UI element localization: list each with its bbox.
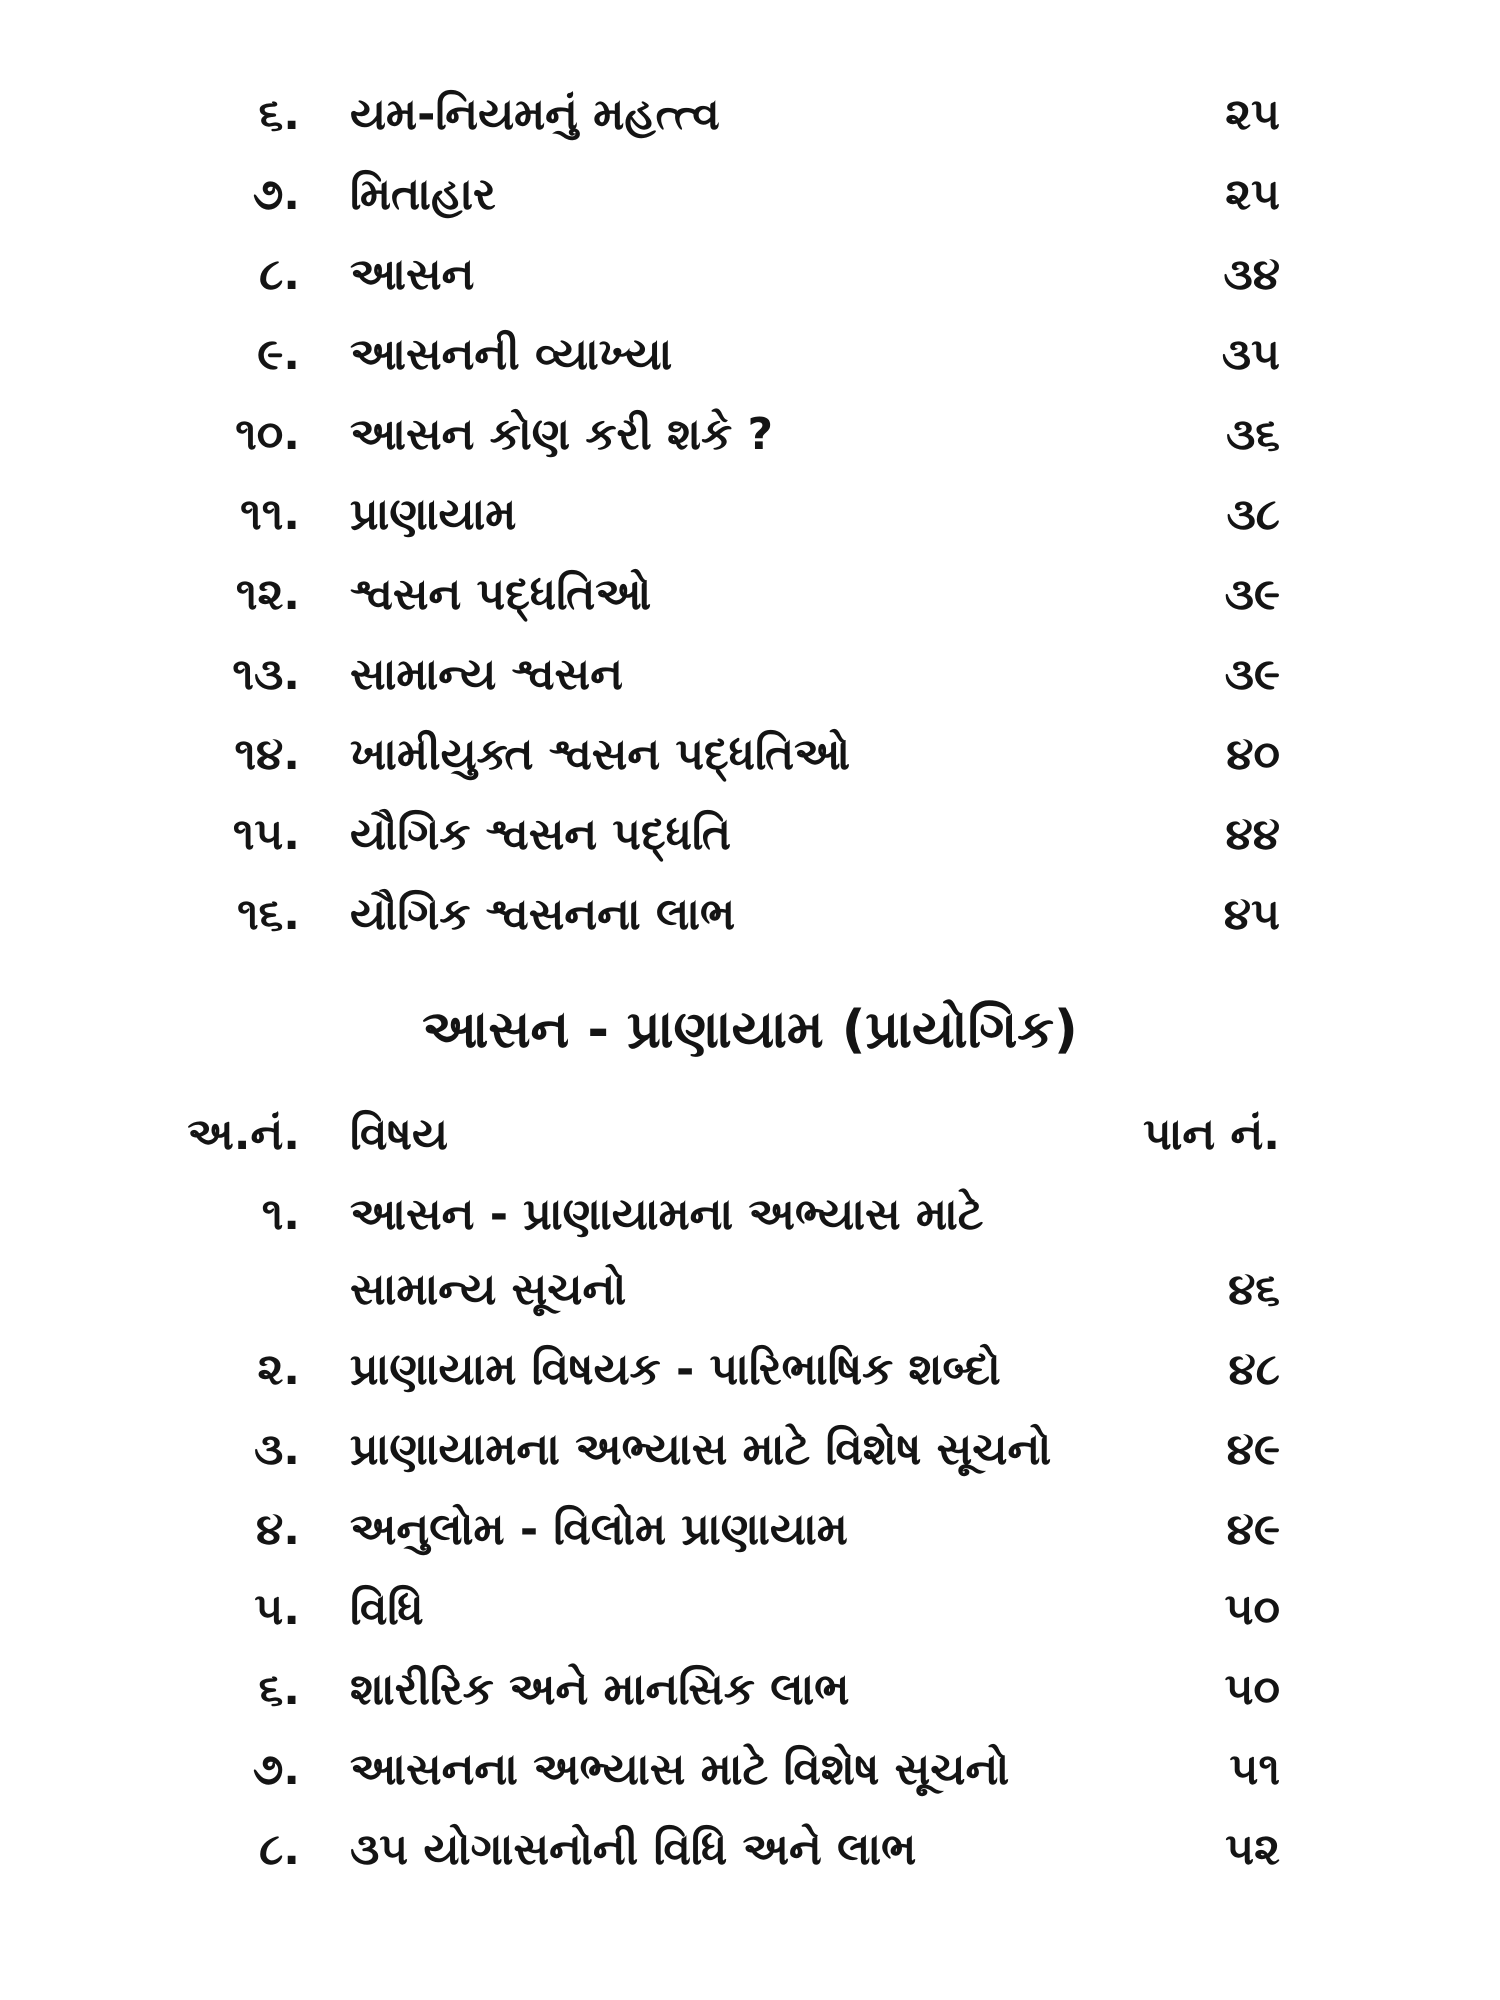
toc-entry — [0, 1340, 1500, 1400]
entry-page: ૨૫ — [1225, 169, 1280, 220]
entry-number: ૪. — [256, 1504, 300, 1555]
toc-entry — [0, 405, 1500, 465]
toc-entry — [0, 245, 1500, 305]
column-header-page: પાન નં. — [1143, 1109, 1280, 1160]
entry-page: ૪૯ — [1226, 1424, 1280, 1475]
entry-page: ૫૧ — [1229, 1744, 1280, 1795]
entry-page: ૩૯ — [1224, 569, 1280, 620]
entry-number: ૧. — [261, 1189, 300, 1240]
entry-number: ૮. — [259, 1824, 300, 1875]
entry-title: પ્રાણાયામ વિષયક - પારિભાષિક શબ્દો — [350, 1344, 1001, 1395]
toc-entry — [0, 645, 1500, 705]
toc-entry — [0, 1185, 1500, 1245]
entry-title: આસન કોણ કરી શકે ? — [350, 409, 774, 460]
toc-entry — [0, 165, 1500, 225]
entry-page: ૩૮ — [1226, 489, 1280, 540]
entry-number: ૯. — [257, 329, 300, 380]
toc-entry — [0, 1820, 1500, 1880]
entry-title: મિતાહાર — [350, 169, 496, 220]
entry-number: ૧૧. — [240, 489, 300, 540]
entry-number: ૭. — [252, 169, 300, 220]
entry-page: ૩૫ — [1221, 329, 1280, 380]
toc-entry-continuation — [0, 1260, 1500, 1320]
toc-entry — [0, 1500, 1500, 1560]
toc-entry — [0, 1660, 1500, 1720]
entry-number: ૮. — [259, 249, 300, 300]
entry-number: ૧૪. — [234, 729, 300, 780]
entry-page: ૪૪ — [1225, 809, 1280, 860]
entry-title: સામાન્ય શ્વસન — [350, 649, 623, 700]
entry-number: ૧૦. — [235, 409, 300, 460]
entry-page: ૩૯ — [1224, 649, 1280, 700]
entry-title: ખામીયુક્ત શ્વસન પદ્ધતિઓ — [350, 729, 851, 780]
entry-title: વિધિ — [350, 1584, 424, 1635]
toc-entry — [0, 725, 1500, 785]
section-heading: આસન - પ્રાણાયામ (પ્રાયોગિક) — [422, 1000, 1078, 1060]
entry-number: ૧૬. — [237, 889, 300, 940]
entry-page: ૪૫ — [1223, 889, 1280, 940]
entry-page: ૫૨ — [1225, 1824, 1280, 1875]
entry-title: યમ-નિયમનું મહત્ત્વ — [350, 89, 720, 140]
entry-page: ૫૦ — [1224, 1584, 1280, 1635]
entry-number: ૭. — [252, 1744, 300, 1795]
entry-page: ૪૮ — [1228, 1344, 1280, 1395]
entry-title: આસનના અભ્યાસ માટે વિશેષ સૂચનો — [350, 1744, 1010, 1795]
entry-page: ૪૦ — [1226, 729, 1280, 780]
toc-entry — [0, 805, 1500, 865]
entry-title: શ્વસન પદ્ધતિઓ — [350, 569, 652, 620]
entry-page: ૩૪ — [1223, 249, 1280, 300]
entry-number: ૬. — [258, 1664, 300, 1715]
entry-number: ૩. — [253, 1424, 300, 1475]
entry-title: પ્રાણાયામના અભ્યાસ માટે વિશેષ સૂચનો — [350, 1424, 1052, 1475]
toc-entry — [0, 1420, 1500, 1480]
entry-title: પ્રાણાયામ — [350, 489, 517, 540]
column-headers — [0, 1105, 1500, 1165]
entry-number: ૬. — [258, 89, 300, 140]
entry-number: ૧૫. — [232, 809, 300, 860]
entry-number: ૨. — [257, 1344, 300, 1395]
toc-entry — [0, 565, 1500, 625]
entry-page: ૨૫ — [1225, 89, 1280, 140]
column-header-number: અ.નં. — [187, 1109, 300, 1160]
toc-entry — [0, 485, 1500, 545]
column-header-subject: વિષય — [350, 1109, 448, 1160]
entry-title-line-2: સામાન્ય સૂચનો — [350, 1264, 627, 1315]
entry-page: ૪૯ — [1226, 1504, 1280, 1555]
toc-entry — [0, 85, 1500, 145]
entry-title: આસનની વ્યાખ્યા — [350, 329, 673, 380]
toc-entry — [0, 885, 1500, 945]
entry-title: આસન — [350, 249, 475, 300]
toc-entry — [0, 1580, 1500, 1640]
entry-title-line-1: આસન - પ્રાણાયામના અભ્યાસ માટે — [350, 1189, 984, 1240]
entry-title: અનુલોમ - વિલોમ પ્રાણાયામ — [350, 1504, 848, 1555]
entry-title: ૩૫ યોગાસનોની વિધિ અને લાભ — [350, 1824, 917, 1875]
toc-entry — [0, 325, 1500, 385]
entry-page: ૪૬ — [1228, 1264, 1280, 1315]
entry-title: યૌગિક શ્વસનના લાભ — [350, 889, 736, 940]
entry-title: યૌગિક શ્વસન પદ્ધતિ — [350, 809, 732, 860]
entry-page: ૩૬ — [1226, 409, 1280, 460]
entry-page: ૫૦ — [1224, 1664, 1280, 1715]
entry-number: ૧૨. — [235, 569, 300, 620]
entry-number: ૧૩. — [232, 649, 300, 700]
toc-entry — [0, 1740, 1500, 1800]
entry-number: ૫. — [254, 1584, 300, 1635]
entry-title: શારીરિક અને માનસિક લાભ — [350, 1664, 850, 1715]
